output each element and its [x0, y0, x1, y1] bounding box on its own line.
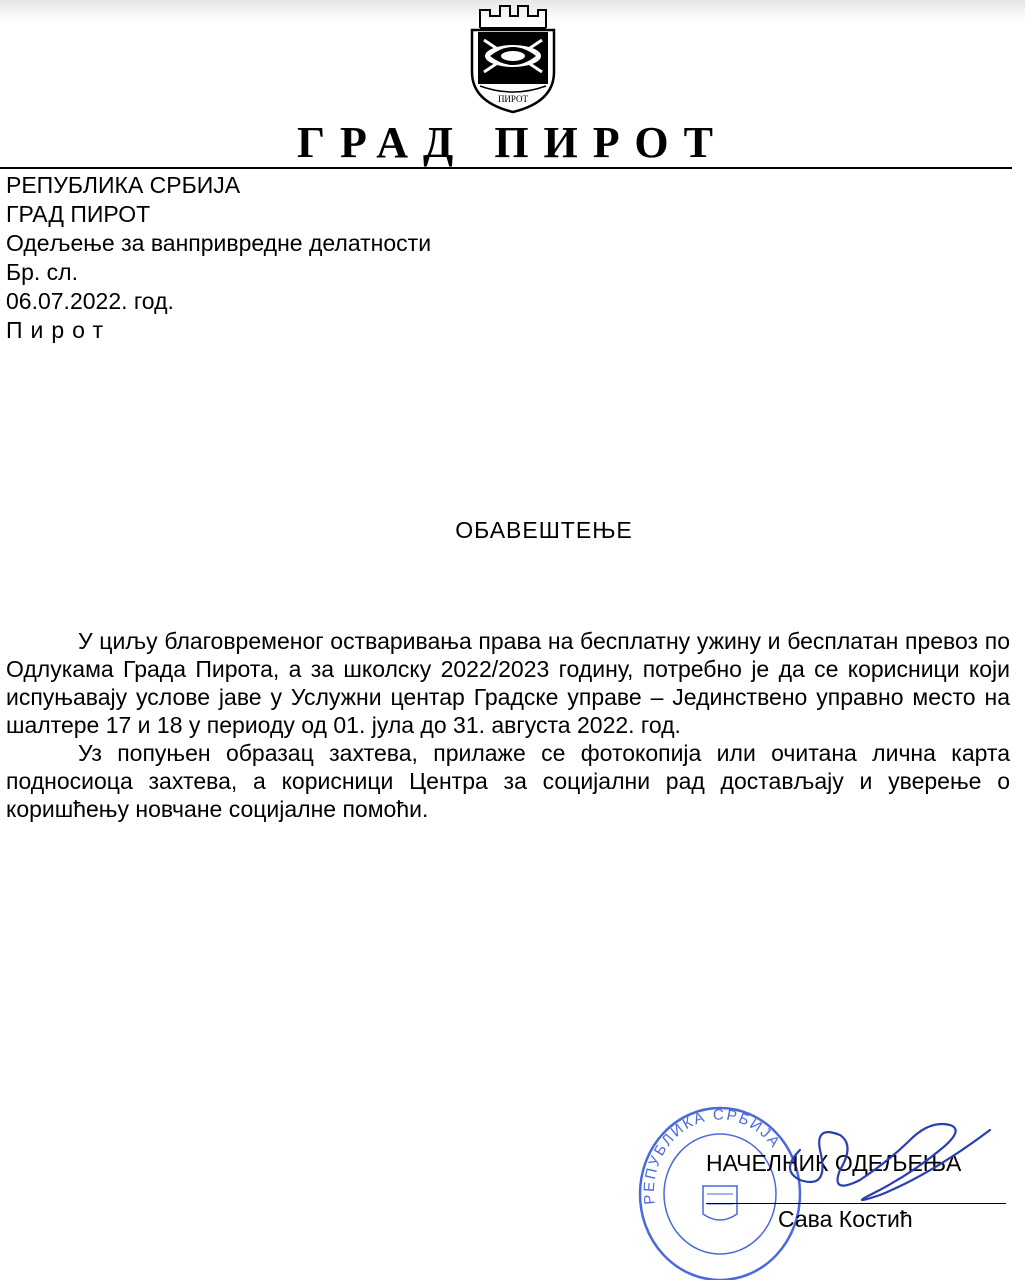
- header-divider: [0, 167, 1012, 169]
- pirot-coat-of-arms-icon: [466, 2, 560, 114]
- svg-text:РЕПУБЛИКА СРБИЈА: РЕПУБЛИКА СРБИЈА: [640, 1106, 785, 1206]
- signatory-name: Сава Костић: [778, 1206, 913, 1232]
- sender-place: Пирот: [6, 317, 111, 343]
- sender-country: РЕПУБЛИКА СРБИЈА: [6, 172, 241, 198]
- notice-title: ОБАВЕШТЕЊЕ: [455, 517, 633, 543]
- sender-date: 06.07.2022. год.: [6, 288, 174, 314]
- notice-body: [6, 627, 1010, 823]
- signatory-title: НАЧЕЛНИК ОДЕЉЕЊА: [706, 1150, 962, 1176]
- sender-department: Одељење за ванпривредне делатности: [6, 230, 432, 256]
- sender-reference: Бр. сл.: [6, 259, 78, 285]
- svg-text:ПИРОТ: ПИРОТ: [497, 94, 529, 104]
- notice-paragraph: У циљу благовременог остваривања права на бесплатну ужину и бесплатан превоз по Одлукама Града Пирота, а за школску 2022/2023 годину, потребно је да се корисници који испуњавају услове јаве у Услужни центар Градске управе – Јединствено управно место на шалтере 17 и 18 у периоду од 01. јула до 31. августа 2022. год.: [6, 628, 1010, 738]
- sender-block: [6, 171, 431, 345]
- handwritten-signature: [760, 1110, 1000, 1220]
- sender-city: ГРАД ПИРОТ: [6, 201, 151, 227]
- notice-paragraph: Уз попуњен образац захтева, прилаже се фотокопија или очитана лична карта подносиоца захтева, а корисници Центра за социјални рад достављају и уверење о коришћењу новчане социјалне помоћи.: [6, 740, 1010, 822]
- city-title: ГРАД ПИРОТ: [297, 118, 728, 167]
